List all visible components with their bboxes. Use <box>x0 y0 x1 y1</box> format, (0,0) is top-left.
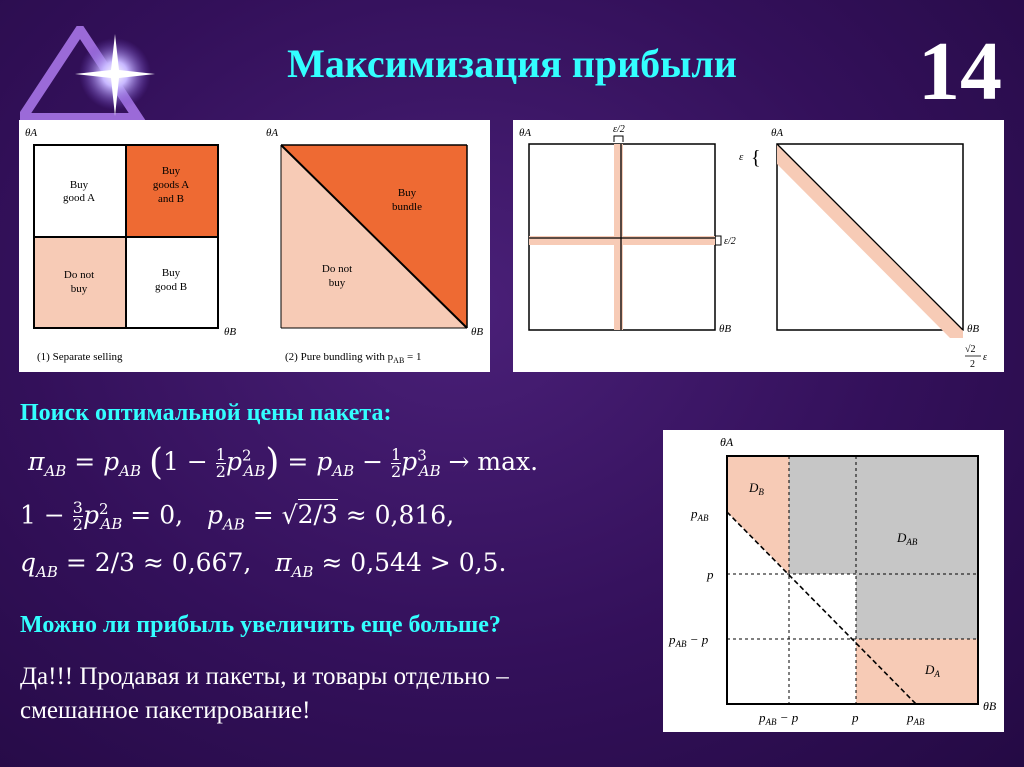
section-heading: Поиск оптимальной цены пакета: <box>20 400 392 426</box>
epsilon-label: ε <box>739 151 744 163</box>
axis-theta-a-label: θA <box>771 127 784 139</box>
caption-separate-selling: (1) Separate selling <box>37 351 123 363</box>
x-label-p: p <box>852 710 859 725</box>
y-label-pab-minus-p: $p_{AB} - p$ <box>669 632 709 649</box>
axis-theta-a-label: θA <box>519 127 532 139</box>
region-do-not-buy-bundle: Do not buy <box>321 263 353 289</box>
region-buy-good-b: Buy good B <box>154 267 188 293</box>
y-label-p: p <box>707 567 714 582</box>
formula-foc: 1 − $\frac{3}{2}$ $p^2_{AB} = 0$, $p_{AB} = √2/3 \approx 0,816$, <box>20 498 455 535</box>
region-buy-good-a: Buy good A <box>62 179 96 204</box>
formula-profit: $\pi_{AB} = p_{AB}$ (1 − $\frac{1}{2}$ $p^2_{AB}) = p_{AB}$ − $\frac{1}{2}$ $p^3_{AB} \to \max$. <box>28 442 539 483</box>
figure-selling-modes-svg <box>19 120 490 372</box>
region-da: $D_A$ <box>925 662 940 679</box>
answer-line-2: смешанное пакетирование! <box>20 697 311 724</box>
sqrt2-label: √2 <box>965 344 976 355</box>
axis-theta-a-label: θA <box>266 127 279 139</box>
slide-title: Максимизация прибыли <box>287 41 737 86</box>
region-buy-goods-ab: Buy goods A and B <box>152 165 190 205</box>
y-label-pab: $p_{AB}$ <box>691 506 709 523</box>
question-text: Можно ли прибыль увеличить еще больше? <box>20 612 501 638</box>
axis-theta-b-label: θB <box>719 323 732 335</box>
slide-number: 14 <box>918 25 1002 118</box>
brace-icon: { <box>751 147 761 169</box>
figure-mixed-bundling <box>663 430 1004 732</box>
axis-theta-b-label: θB <box>983 699 997 713</box>
half-denominator: 2 <box>970 359 975 370</box>
epsilon-diag-label: ε <box>983 352 987 363</box>
epsilon-half-right: ε/2 <box>724 236 736 247</box>
answer-line-1: Да!!! Продавая и пакеты, и товары отдельно – <box>20 663 509 690</box>
region-dab: $D_{AB}$ <box>897 530 918 547</box>
axis-theta-a-label: θA <box>720 435 734 449</box>
axis-theta-b-label: θB <box>471 326 484 338</box>
answer-text <box>20 660 509 728</box>
axis-theta-b-label: θB <box>967 323 980 335</box>
figure-mixed-bundling-svg <box>663 430 1004 732</box>
region-do-not-buy: Do not buy <box>63 269 95 295</box>
figure-epsilon-strips <box>513 120 1004 372</box>
formula-quantity: $q_{AB} = 2/3 \approx 0,667$, $\pi_{AB} \approx 0,544 > 0,5$. <box>20 548 507 581</box>
epsilon-half-top: ε/2 <box>613 124 625 135</box>
figure-selling-modes <box>19 120 490 372</box>
figure-epsilon-strips-svg <box>513 120 1004 372</box>
axis-theta-b-label: θB <box>224 326 237 338</box>
caption-pure-bundling: (2) Pure bundling with $p_{AB} = 1$ <box>285 351 422 365</box>
x-label-pab: $p_{AB}$ <box>907 710 925 727</box>
region-buy-bundle: Buy bundle <box>392 187 422 213</box>
x-label-pab-minus-p: $p_{AB} - p$ <box>759 710 799 727</box>
axis-theta-a-label: θA <box>25 127 38 139</box>
region-db: $D_B$ <box>749 480 764 497</box>
